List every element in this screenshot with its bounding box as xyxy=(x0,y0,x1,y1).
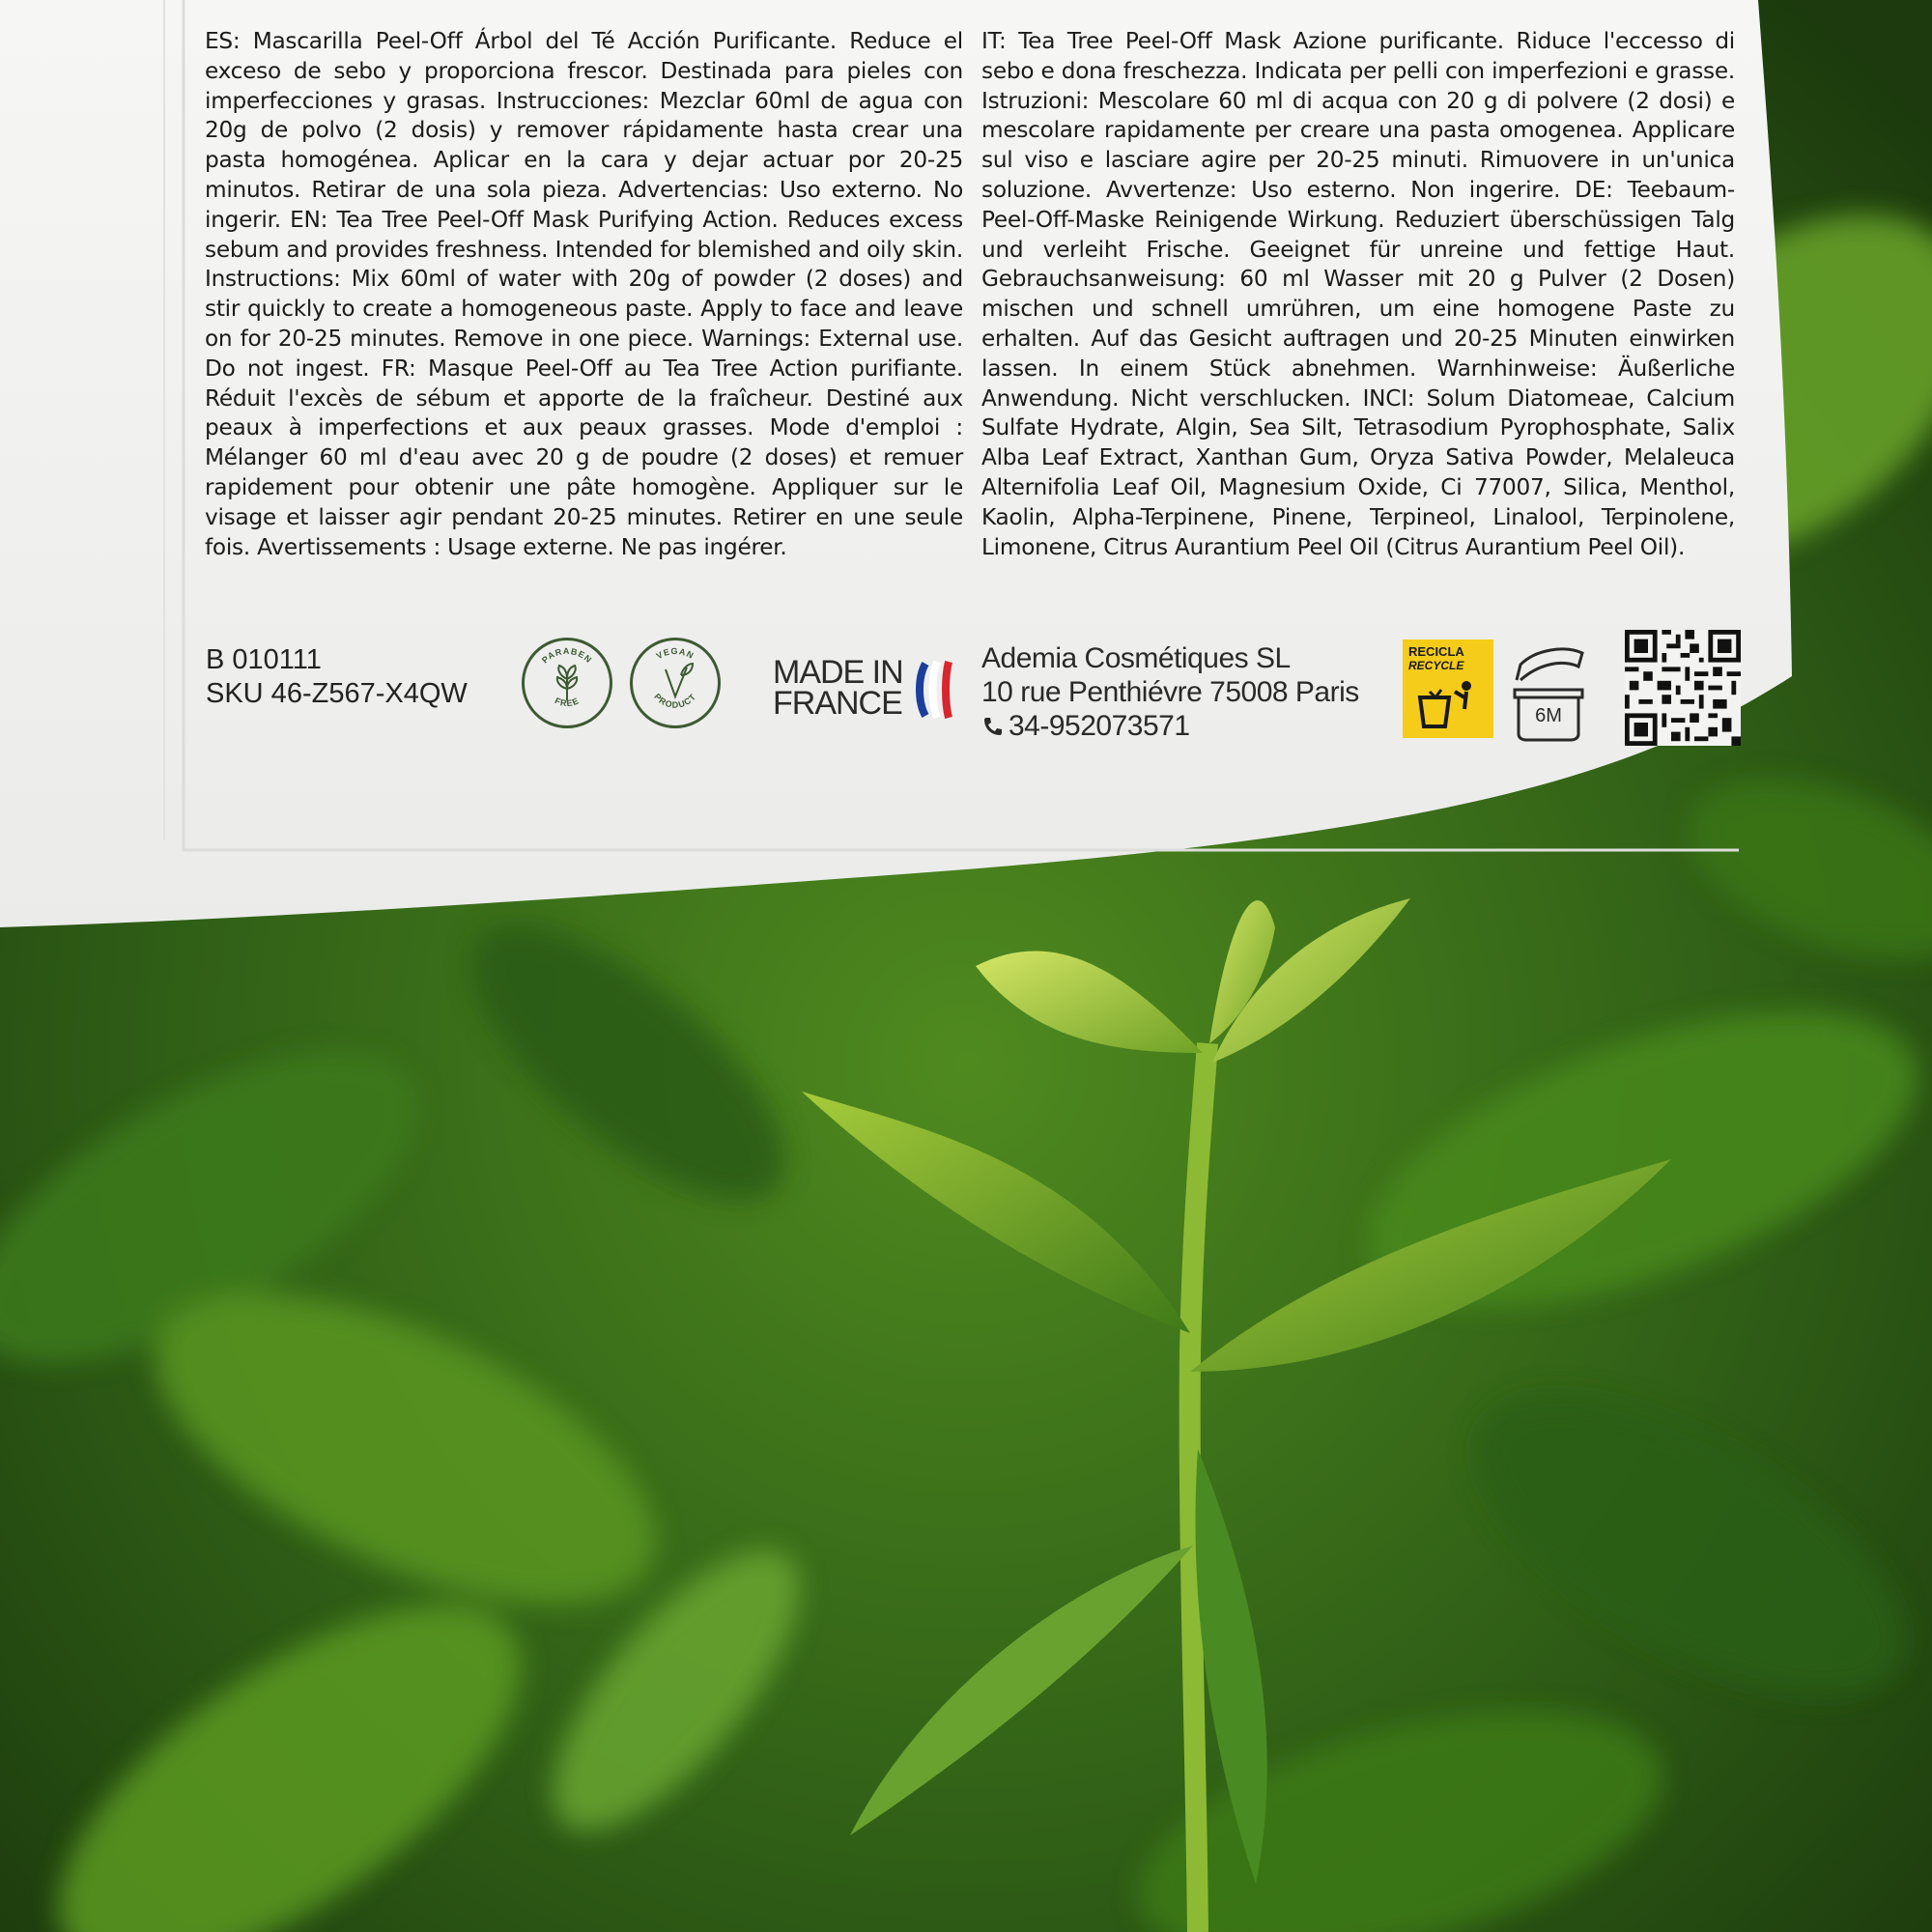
recycle-bin-icon xyxy=(1416,678,1480,728)
batch-number: B 010111 xyxy=(206,644,322,675)
svg-text:PARABEN: PARABEN xyxy=(539,645,594,666)
recycle-badge: RECICLA RECYCLE xyxy=(1403,639,1493,738)
company-info xyxy=(981,641,1359,743)
ingredients-text-right: IT: Tea Tree Peel-Off Mask Azione purificante. Riduce l'eccesso di sebo e dona freschezza. Indicata per pelli con imperfezioni e grasse. Istruzioni: Mescolare 60 ml di acqua con 20 g di polvere (2 dosi) e mescolare rapidamente per creare una pasta omogenea. Applicare sul viso e lasciare agire per 20-25 minuti. Rimuovere in un'unica soluzione. Avvertenze: Uso esterno. Non ingerire. DE: Teebaum-Peel-Off-Maske Reinigende Wirkung. Reduziert überschüssigen Talg und verleiht Frische. Geeignet für unreine und fettige Haut. Gebrauchsanweisung: 60 ml Wasser mit 20 g Pulver (2 Dosen) mischen und schnell umrühren, um eine homogene Paste zu erhalten. Auf das Gesicht auftragen und 20-25 Minuten einwirken lassen. In einem Stück abnehmen. Warnhinweise: Äußerliche Anwendung. Nicht verschlucken. INCI: Solum Diatomeae, Calcium Sulfate Hydrate, Algin, Sea Silt, Tetrasodium Pyrophosphate, Salix Alba Leaf Extract, Xanthan Gum, Oryza Sativa Powder, Melaleuca Alternifolia Leaf Oil, Magnesium Oxide, Ci 77007, Silica, Menthol, Kaolin, Alpha-Terpinene, Pinene, Terpineol, Linalool, Terpinolene, Limonene, Citrus Aurantium Peel Oil (Citrus Aurantium Peel Oil). xyxy=(981,28,1735,560)
company-address: 10 rue Penthiévre 75008 Paris xyxy=(981,676,1359,708)
svg-text:FREE: FREE xyxy=(553,696,582,709)
vegan-product-badge xyxy=(630,638,721,728)
paraben-free-leaf-icon xyxy=(557,666,577,700)
product-codes xyxy=(206,643,468,711)
company-name: Ademia Cosmétiques SL xyxy=(981,642,1291,674)
made-in-france-label: MADE IN FRANCE xyxy=(773,654,903,722)
svg-text:VEGAN: VEGAN xyxy=(654,645,696,662)
company-phone: 34-952073571 xyxy=(1009,710,1190,742)
vegan-leaf-icon xyxy=(666,664,693,696)
company-phone-row xyxy=(981,709,1359,743)
france-flag-icon xyxy=(916,660,964,720)
sku-number: SKU 46-Z567-X4QW xyxy=(206,678,468,709)
phone-icon xyxy=(981,715,1005,738)
svg-text:PRODUCT: PRODUCT xyxy=(652,691,698,710)
pao-label: 6M xyxy=(1535,705,1562,726)
ingredients-text-left: ES: Mascarilla Peel-Off Árbol del Té Acción Purificante. Reduce el exceso de sebo y proporciona frescor. Destinada para pieles con imperfecciones y grasas. Instrucciones: Mezclar 60ml de agua con 20g de polvo (2 dosis) y remover rápidamente hasta crear una pasta homogénea. Aplicar en la cara y dejar actuar por 20-25 minutos. Retirar de una sola pieza. Advertencias: Uso externo. No ingerir. EN: Tea Tree Peel-Off Mask Purifying Action. Reduces excess sebum and provides freshness. Intended for blemished and oily skin. Instructions: Mix 60ml of water with 20g of powder (2 doses) and stir quickly to create a homogeneous paste. Apply to face and leave on for 20-25 minutes. Remove in one piece. Warnings: External use. Do not ingest. FR: Masque Peel-Off au Tea Tree Action purifiante. Réduit l'excès de sébum et apporte de la fraîcheur. Destiné aux peaux à imperfections et aux peaux grasses. Mode d'emploi : Mélanger 60 ml d'eau avec 20 g de poudre (2 doses) et remuer rapidement pour obtenir une pâte homogène. Appliquer sur le visage et laisser agir pendant 20-25 minutes. Retirer en une seule fois. Avertissements : Usage externe. Ne pas ingérer. xyxy=(205,28,963,560)
qr-code-icon xyxy=(1625,630,1741,746)
paraben-free-badge xyxy=(522,638,612,728)
